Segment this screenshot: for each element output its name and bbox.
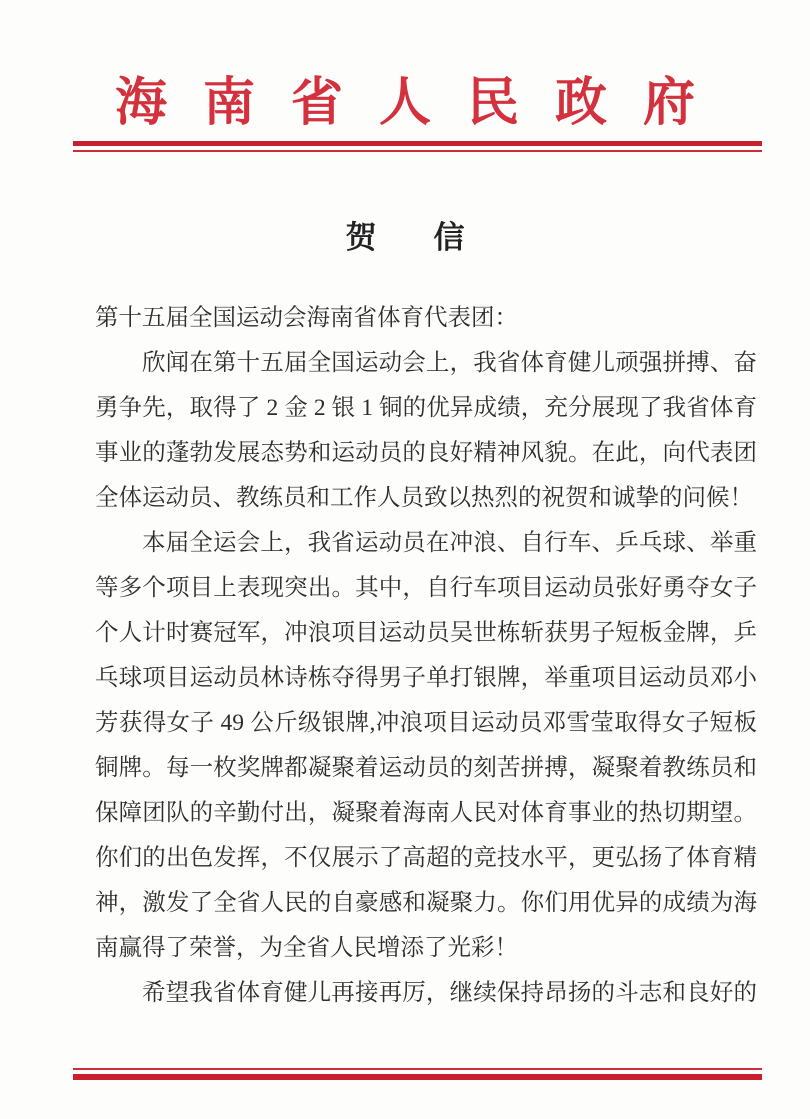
letterhead-org-name: 海南省人民政府 [114, 75, 731, 132]
body-line: 全体运动员、教练员和工作人员致以热烈的祝贺和诚挚的问候！ [95, 485, 753, 511]
body-line: 个人计时赛冠军，冲浪项目运动员吴世栋斩获男子短板金牌，乒 [95, 620, 757, 646]
rule-thick-line [73, 1074, 762, 1080]
body-line: 勇争先，取得了 2 金 2 银 1 铜的优异成绩，充分展现了我省体育 [95, 395, 757, 421]
rule-thin-line [73, 150, 762, 152]
body-line: 等多个项目上表现突出。其中，自行车项目运动员张好勇夺女子 [95, 575, 757, 601]
body-line: 保障团队的辛勤付出，凝聚着海南人民对体育事业的热切期望。 [95, 800, 757, 826]
body-line: 芳获得女子 49 公斤级银牌,冲浪项目运动员邓雪莹取得女子短板 [95, 710, 757, 736]
body-line: 乓球项目运动员林诗栋夺得男子单打银牌，举重项目运动员邓小 [95, 665, 757, 691]
letterhead-double-rule [73, 141, 762, 152]
body-line: 事业的蓬勃发展态势和运动员的良好精神风貌。在此，向代表团 [95, 440, 757, 466]
body-line: 你们的出色发挥，不仅展示了高超的竞技水平，更弘扬了体育精 [95, 845, 757, 871]
body-line: 本届全运会上，我省运动员在冲浪、自行车、乒乓球、举重 [142, 530, 757, 556]
body-line: 铜牌。每一枚奖牌都凝聚着运动员的刻苦拼搏，凝聚着教练员和 [95, 755, 757, 781]
letter-body [95, 296, 757, 1016]
salutation: 第十五届全国运动会海南省体育代表团： [95, 305, 518, 331]
body-line: 欣闻在第十五届全国运动会上，我省体育健儿顽强拼搏、奋 [142, 350, 757, 376]
letter-title: 贺 信 [345, 220, 478, 255]
body-line: 南赢得了荣誉，为全省人民增添了光彩！ [95, 935, 518, 961]
footer-double-rule [73, 1068, 762, 1080]
body-line: 神，激发了全省人民的自豪感和凝聚力。你们用优异的成绩为海 [95, 890, 757, 916]
body-line: 希望我省体育健儿再接再厉，继续保持昂扬的斗志和良好的 [142, 980, 757, 1006]
